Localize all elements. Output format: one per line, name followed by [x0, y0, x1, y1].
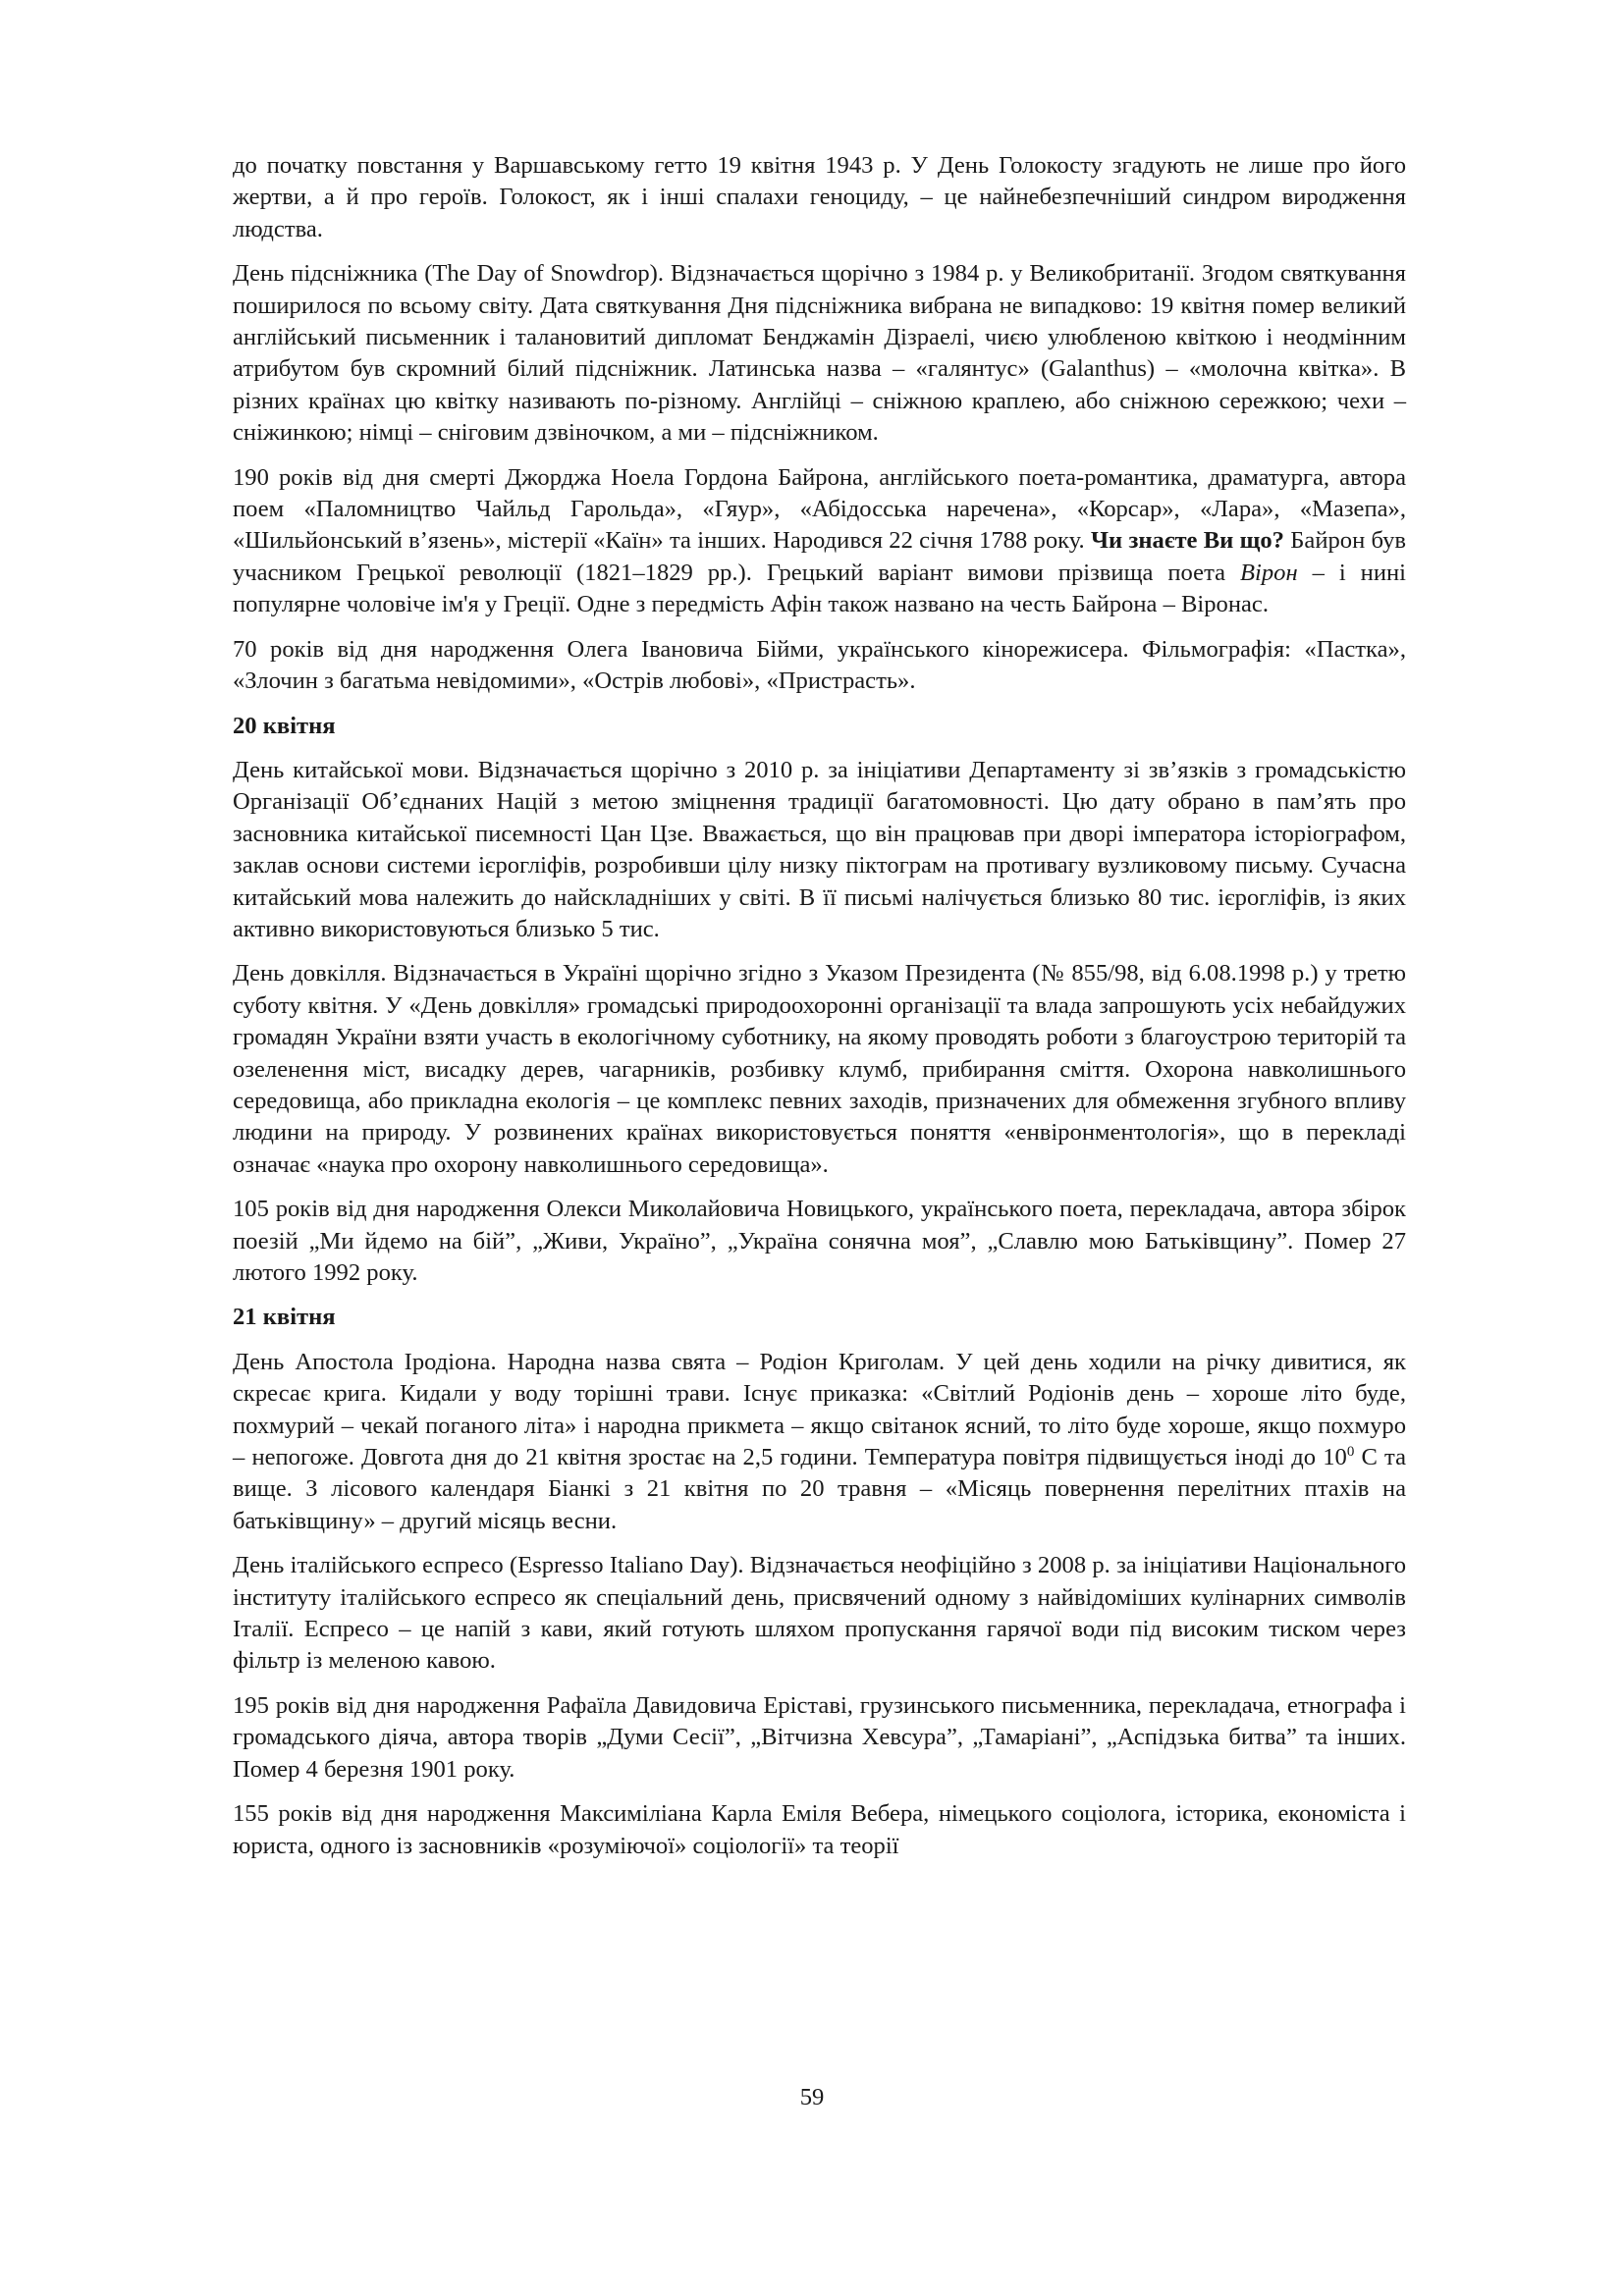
irodion-text-a: День Апостола Іродіона. Народна назва свята – Родіон Криголам. У цей день ходили на річку дивитися, як скресає крига. Кидали у воду торішні трави. Існує приказка: «Світлий Родіонів день – хороше літо буде, похмурий – чекай поганого літа» і народна прикмета – якщо світанок ясний, то літо буде хороше, якщо похмуро – непогоже. Довгота дня до 21 квітня зростає на 2,5 години. Температура повітря підвищується іноді до 10 [233, 1348, 1406, 1471]
paragraph-eristavi: 195 років від дня народження Рафаїла Давидовича Еріставі, грузинського письменника, перекладача, етнографа і громадського діяча, автора творів „Думи Сесії”, „Вітчизна Хевсура”, „Тамаріані”, „Аспідзька битва” та інших. Помер 4 березня 1901 року. [233, 1691, 1406, 1783]
did-you-know-label: Чи знаєте Ви що? [1091, 527, 1284, 555]
paragraph-novytskyi: 105 років від дня народження Олекси Миколайовича Новицького, українського поета, перекладача, автора збірок поезій „Ми йдемо на бій”, „Живи, Україно”, „Україна сонячна моя”, „Славлю мою Батьківщину”. Помер 27 лютого 1992 року. [233, 1196, 1406, 1286]
paragraph-snowdrop-day: День підсніжника (The Day of Snowdrop). Відзначається щорічно з 1984 р. у Великобританії. Згодом святкування поширилося по всьому світу. Дата святкування Дня підсніжника вибрана не випадково: 19 квітня помер великий англійський письменник і талановитий дипломат Бенджамін Дізраелі, чиєю улюбленою квіткою і неодмінним атрибутом був скромний білий підсніжник. Латинська назва – «галянтус» (Galanthus) – «молочна квітка». В різних країнах цю квітку називають по-різному. Англійці – сніжною краплею, або сніжною сережкою; чехи – сніжинкою; німці – сніговим дзвіночком, а ми – підсніжником. [233, 260, 1406, 447]
paragraph-apostle-irodion [233, 1347, 1406, 1537]
byron-greek-name: Вірон [1240, 559, 1298, 586]
irodion-text-b: С та вище. З лісового календаря Біанкі з 21 квітня по 20 травня – «Місяць повернення перелітних птахів на батьківщину» – другий місяць весни. [233, 1444, 1406, 1534]
paragraph-chinese-language-day: День китайської мови. Відзначається щорічно з 2010 р. за ініціативи Департаменту зі зв’язків з громадськістю Організації Об’єднаних Націй з метою зміцнення традиції багатомовності. Цю дату обрано в пам’ять про засновника китайської писемності Цан Цзе. Вважається, що він працював при дворі імператора історіографом, заклав основи системи ієрогліфів, розробивши цілу низку піктограм на противагу вузликовому письму. Сучасна китайський мова належить до найскладніших у світі. В її письмі налічується близько 80 тис. ієрогліфів, із яких активно використовуються близько 5 тис. [233, 756, 1406, 942]
byron-text-c: – і нині популярне чоловіче ім'я у Греції. Одне з передмість Афін також названо на честь Байрона – Віронас. [233, 559, 1406, 618]
paragraph-holocaust-end: до початку повстання у Варшавському гетто 19 квітня 1943 р. У День Голокосту згадують не лише про його жертви, а й про героїв. Голокост, як і інші спалахи геноциду, – це найнебезпечніший синдром виродження людства. [233, 152, 1406, 242]
page-number: 59 [799, 2084, 825, 2110]
paragraph-espresso-day: День італійського еспресо (Espresso Italiano Day). Відзначається неофіційно з 2008 р. за ініціативи Національного інституту італійського еспресо як спеціальний день, присвячений одному з найвідоміших кулінарних символів Італії. Еспресо – це напій з кави, який готують шляхом пропускання гарячої води під високим тиском через фільтр із меленою кавою. [233, 1552, 1406, 1675]
date-heading-april-21: 21 квітня [233, 1304, 336, 1331]
date-heading-april-20: 20 квітня [233, 712, 336, 739]
paragraph-environment-day: День довкілля. Відзначається в Україні щорічно згідно з Указом Президента (№ 855/98, від 6.08.1998 р.) у третю суботу квітня. У «День довкілля» громадські природоохоронні організації та влада запрошують усіх небайдужих громадян України взяти участь в екологічному суботнику, на якому проводять роботи з благоустрою територій та озеленення міст, висадку дерев, чагарників, розбивку клумб, прибирання сміття. Охорона навколишнього середовища, або прикладна екологія – це комплекс певних заходів, призначених для обмеження згубного впливу людини на природу. У розвинених країнах використовується поняття «енвіронментологія», що в перекладі означає «наука про охорону навколишнього середовища». [233, 960, 1406, 1178]
paragraph-biyma: 70 років від дня народження Олега Івановича Бійми, українського кінорежисера. Фільмографія: «Пастка», «Злочин з багатьма невідомими», «Острів любові», «Пристрасть». [233, 635, 1406, 695]
byron-text-b: Байрон був учасником Грецької революції (1821–1829 рр.). Грецький варіант вимови прізвища поета [233, 527, 1407, 586]
document-page [233, 150, 1406, 1875]
paragraph-byron [233, 462, 1406, 621]
byron-text-a: 190 років від дня смерті Джорджа Ноела Гордона Байрона, англійського поета-романтика, драматурга, автора поем «Паломництво Чайльд Гарольда», «Гяур», «Абідосська наречена», «Корсар», «Лара», «Мазепа», «Шильйонський в’язень», містерії «Каїн» та інших. Народився 22 січня 1788 року. [233, 463, 1406, 555]
degree-superscript: 0 [1346, 1443, 1355, 1460]
paragraph-weber: 155 років від дня народження Максиміліана Карла Еміля Вебера, німецького соціолога, історика, економіста і юриста, одного із засновників «розуміючої» соціології» та теорії [233, 1800, 1406, 1859]
